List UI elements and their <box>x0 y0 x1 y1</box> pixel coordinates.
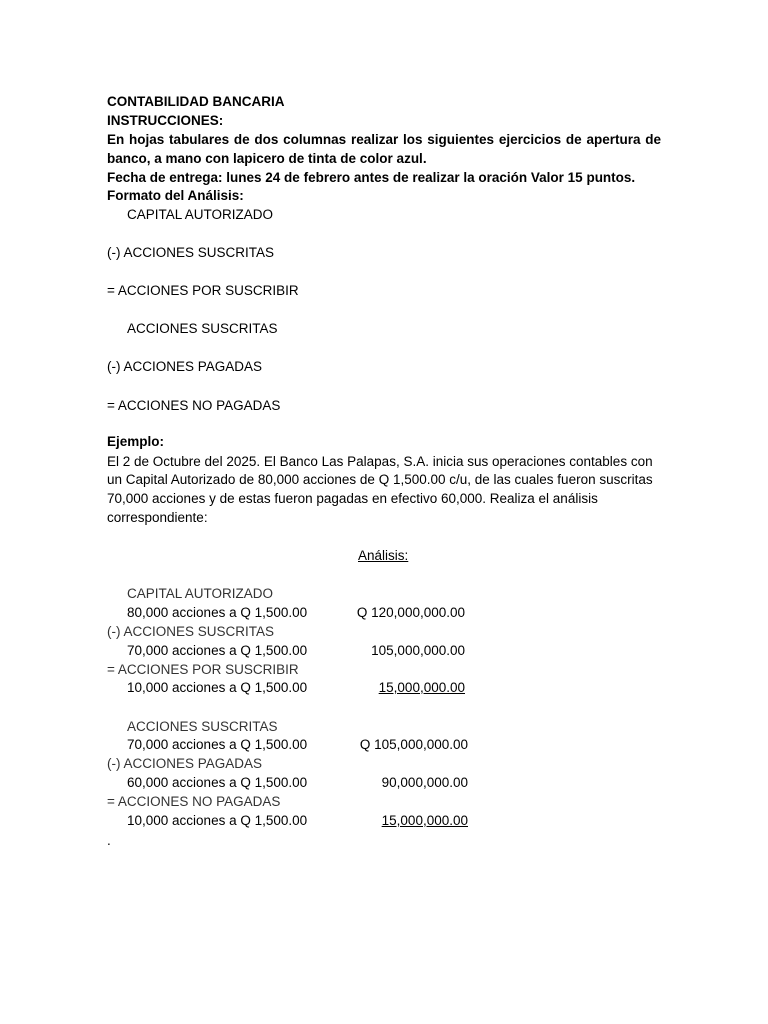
example-text-line: El 2 de Octubre del 2025. El Banco Las Palapas, S.A. inicia sus operaciones contables con <box>107 454 653 469</box>
format-acciones-suscritas: ACCIONES SUSCRITAS <box>127 321 278 336</box>
analysis2-amount-1: Q 105,000,000.00 <box>359 737 468 752</box>
analysis2-amount-2: 90,000,000.00 <box>381 775 468 790</box>
analysis2-minus-pagadas: (-) ACCIONES PAGADAS <box>107 756 263 771</box>
format-eq-no-pagadas: = ACCIONES NO PAGADAS <box>107 398 281 413</box>
analysis1-amount-3: 15,000,000.00 <box>378 680 465 695</box>
example-text-line: un Capital Autorizado de 80,000 acciones de Q 1,500.00 c/u, de las cuales fueron suscritas <box>107 472 653 487</box>
analysis2-amount-3: 15,000,000.00 <box>381 813 468 828</box>
due-date: Fecha de entrega: lunes 24 de febrero antes de realizar la oración Valor 15 puntos. <box>107 170 636 185</box>
analysis1-eq-por-suscribir: = ACCIONES POR SUSCRIBIR <box>107 662 299 677</box>
instructions-line-2: banco, a mano con lapicero de tinta de color azul. <box>107 151 427 166</box>
analysis1-amount-2: 105,000,000.00 <box>371 643 465 658</box>
analysis2-acciones-suscritas: ACCIONES SUSCRITAS <box>127 719 278 734</box>
analysis1-capital-autorizado: CAPITAL AUTORIZADO <box>127 586 274 601</box>
analysis-title: Análisis: <box>358 548 409 563</box>
format-minus-pagadas: (-) ACCIONES PAGADAS <box>107 359 263 374</box>
format-minus-suscritas: (-) ACCIONES SUSCRITAS <box>107 245 275 260</box>
analysis2-eq-no-pagadas: = ACCIONES NO PAGADAS <box>107 794 281 809</box>
trailing-dot: . <box>107 833 111 848</box>
document-title: CONTABILIDAD BANCARIA <box>107 94 285 109</box>
analysis2-detail-2: 60,000 acciones a Q 1,500.00 <box>127 775 308 790</box>
format-eq-por-suscribir: = ACCIONES POR SUSCRIBIR <box>107 283 299 298</box>
instructions-label: INSTRUCCIONES: <box>107 113 224 128</box>
analysis2-detail-3: 10,000 acciones a Q 1,500.00 <box>127 813 308 828</box>
analysis1-detail-2: 70,000 acciones a Q 1,500.00 <box>127 643 308 658</box>
format-capital-autorizado: CAPITAL AUTORIZADO <box>127 207 274 222</box>
example-text-line: correspondiente: <box>107 510 208 525</box>
analysis1-detail-3: 10,000 acciones a Q 1,500.00 <box>127 680 308 695</box>
example-label: Ejemplo: <box>107 434 165 449</box>
analysis1-minus-suscritas: (-) ACCIONES SUSCRITAS <box>107 624 275 639</box>
analysis1-detail-1: 80,000 acciones a Q 1,500.00 <box>127 605 308 620</box>
format-label: Formato del Análisis: <box>107 188 244 203</box>
analysis2-detail-1: 70,000 acciones a Q 1,500.00 <box>127 737 308 752</box>
example-text-line: 70,000 acciones y de estas fueron pagadas en efectivo 60,000. Realiza el análisis <box>107 491 598 506</box>
analysis1-amount-1: Q 120,000,000.00 <box>356 605 465 620</box>
instructions-line-1: En hojas tabulares de dos columnas realizar los siguientes ejercicios de apertura de <box>107 132 661 147</box>
